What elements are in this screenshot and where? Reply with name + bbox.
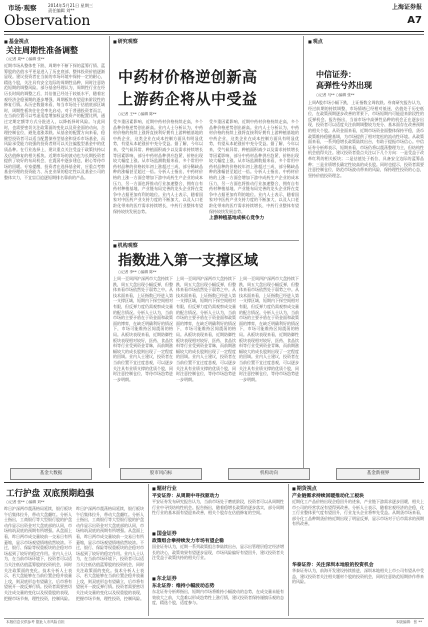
bottom-right-headline-2: 华泰证券：关注深圳本地股的投资机会: [292, 563, 374, 568]
feature-section-tag: ■ 研究观察: [113, 38, 138, 45]
publication-name: 上海证券报: [391, 4, 422, 11]
feature-body-col1: 受多重因素影响，近期中药材价格持续走高，多个品种价格逆势创出新高。业内人士分析认为，中药材价格的持续上涨将直接利好拥有上游种植基地的中药企业，这类企业在成本控制方面具有明显优势，有望从本轮涨价中充分受益。据了解，今年以来，受气候异常、种植面积减少以及需求持续增长等因素影响，部分中药材品种供应趋紧，价格出现较大幅度上涨。从市场监测数据来看，多个常用中药材品种的价格较年初上涨超过三成，部分稀缺品种的涨幅甚至超过一倍。分析人士指出，中药材价格的上涨一方面会增加下游中成药生产企业的成本压力，另一方面也将推动行业加速整合，拥有自有药材种植基地、产业链布局完善的龙头企业将在竞争中占据更加有利的地位。业内人士表示，随着国家对中医药产业支持力度的不断加大，以及人口老龄化带来的医疗需求持续增长，中药行业整体有望保持较快发展态势。: [113, 119, 203, 214]
ad-box-1: 基金大数据: [10, 468, 92, 480]
ad-box-2: 股市风向标: [120, 468, 202, 480]
bottom-mid-tag: ■ 题材行业: [152, 485, 177, 492]
right-headline-line2: 高弹性兮苏出现: [316, 81, 372, 90]
bottom-right-body: 近期化工产品价格出现企稳回升的迹象，产业链下游需求逐步回暖，相关上市公司的经营状况有望得到改善。分析人士表示，随着宏观经济的企稳，化工行业整体景气度有望回升，行业龙头企业将率先受益。从期货市场来看，部分化工品种期货价格近期出现了明显反弹，显示市场对于后市需求的预期有所改善。: [292, 499, 424, 527]
bottom-right-headline: 产业链需求持续回暖推动化工板块: [292, 494, 364, 499]
bottom-left-headline: 工行护盘 双底预期趋强: [6, 489, 94, 499]
right-body: 上周A股市场小幅下跌，上证指数全周收跌。券商研究报告认为，经过前期的持续调整，市场情绪已经相对低迷，估值处于历史低位，在政策预期逐步改善的背景下，市场短期内可能迎来阶段性的反弹机会。报告指出，当前市场中高弹性品种的机会正在逐步出现，投资者可以适度关注前期调整较为充分、基本面存在改善预期的相关个股。从资金面来看，近期市场资金面整体保持平稳，货币政策维持稳健基调，为市场提供了相对宽松的流动性环境。从政策面来看，一系列稳增长政策陆续出台，有助于提振市场信心。中信证券分析师表示，短期来看，市场仍将以震荡整理为主，但结构性机会值得关注。建议投资者重点关注以下几个方向：一是受益于改革红利的相关板块；二是估值处于低位、具备安全边际的蓝筹品种；三是业绩增长确定性较高的成长股。同时也提示，投资者需要注意控制仓位，防范市场波动带来的风险，保持理性投资的心态，坚持价值投资理念。: [308, 100, 424, 178]
bottom-mid-body-3: 东北证券分析师指出，短期内市场将维持小幅波动的态势，在成交量未能有效放大之前，大盘难以形成趋势性上涨行情，建议投资者保持谨慎乐观的态度，精选个股，适度参与。: [152, 589, 284, 606]
right-section-tag: ■ 观点: [308, 38, 323, 45]
footer-right: 本版编辑：张 **: [395, 620, 422, 624]
column-divider-right: [303, 36, 304, 468]
index-story-rule: [113, 240, 299, 241]
bottom-mid-headline-1: 平安证券：从周期中寻找驱动力: [152, 494, 220, 499]
bottom-left-col2: 昨日沪深两市震荡格局延续，银行板块午后集体拉升，带动大盘翻红。分析人士指出，工商银行等大型银行股的护盘动作显示出资金对大盘底部的认同，市场构筑双底的预期有所增强。从盘面上看，昨日两市成交量较前一交易日有所萎缩，显示市场观望情绪依然较浓。不过，银行、保险等权重板块的企稳对市场起到了较好的稳定作用。业内人士认为，在当前市场环境下，投资者可以适当关注低估值蓝筹股的投资机会，同时关注政策面的变化。技术分析人士表示，若大盘能够在当前位置企稳并放量上攻，则双底形态有望确立，后市将有望展开一波反弹行情。投资者需要密切关注成交量的变化以及权重股的表现，把握市场节奏，理性投资，控制风险。: [76, 506, 144, 601]
index-story-byline: ○记者 李** ○编辑 陈**: [118, 270, 157, 274]
bottom-right-body-2: 华泰证券认为，前海开发建设持续推进，深圳本地相关上市公司有望从中受益，建议投资者关注相关题材个股的投资机会，同时注意防范短期炒作带来的风险。: [292, 568, 424, 585]
left-headline: 关注周期性准备调整: [6, 46, 78, 55]
date-line: 2014年5月21日 星期三 责任编辑 刘**: [48, 3, 94, 13]
feature-subhead: 上游种植基地成核心竞争力: [209, 216, 265, 221]
header-rule-thin: [4, 34, 424, 35]
left-byline: ○记者 周** ○编辑 张**: [6, 57, 45, 61]
footer-left: 本版信息仅供参考 据此入市风险自担: [6, 620, 65, 624]
lower-section-rule: [4, 482, 424, 483]
page-number: A7: [407, 15, 422, 26]
right-byline: ○记者 马** ○编辑 张**: [316, 93, 355, 97]
bottom-mid-headline-2: 政策组合拳持续发力市场有望企稳: [152, 539, 224, 544]
english-section-title: Observation: [4, 13, 91, 29]
bottom-left-col1: 昨日沪深两市震荡格局延续，银行板块午后集体拉升，带动大盘翻红。分析人士指出，工商银行等大型银行股的护盘动作显示出资金对大盘底部的认同，市场构筑双底的预期有所增强。从盘面上看，昨日两市成交量较前一交易日有所萎缩，显示市场观望情绪依然较浓。不过，银行、保险等权重板块的企稳对市场起到了较好的稳定作用。业内人士认为，在当前市场环境下，投资者可以适当关注低估值蓝筹股的投资机会，同时关注政策面的变化。技术分析人士表示，若大盘能够在当前位置企稳并放量上攻，则双底形态有望确立，后市将有望展开一波反弹行情。投资者需要密切关注成交量的变化以及权重股的表现，把握市场节奏，理性投资，控制风险。: [4, 506, 72, 601]
bottom-left-byline: ○记者 张** ○编辑 刘**: [6, 500, 45, 504]
bottom-mid-body-2: 国金证券认为，近期一系列政策组合拳陆续出台，显示出管理层稳定经济增长的决心，政策效果有望逐步显现，市场风险偏好有望回升，建议投资者关注受益于政策扶持的相关行业。: [152, 544, 284, 561]
feature-body-col2: 受多重因素影响，近期中药材价格持续走高，多个品种价格逆势创出新高。业内人士分析认为，中药材价格的持续上涨将直接利好拥有上游种植基地的中药企业，这类企业在成本控制方面具有明显优势，有望从本轮涨价中充分受益。据了解，今年以来，受气候异常、种植面积减少以及需求持续增长等因素影响，部分中药材品种供应趋紧，价格出现较大幅度上涨。从市场监测数据来看，多个常用中药材品种的价格较年初上涨超过三成，部分稀缺品种的涨幅甚至超过一倍。分析人士指出，中药材价格的上涨一方面会增加下游中成药生产企业的成本压力，另一方面也将推动行业加速整合，拥有自有药材种植基地、产业链布局完善的龙头企业将在竞争中占据更加有利的地位。业内人士表示，随着国家对中医药产业支持力度的不断加大，以及人口老龄化带来的医疗需求持续增长，中药行业整体有望保持较快发展态势。: [209, 119, 299, 214]
feature-headline-line1: 中药材价格逆创新高: [118, 68, 258, 86]
bottom-mid-tag-2: ■ 国金证券: [152, 530, 177, 537]
column-divider-left: [109, 36, 110, 468]
right-headline-line1: 中信证券：: [316, 70, 356, 79]
bottom-right-tag: ■ 期货视点: [292, 485, 317, 492]
bottom-divider-2: [288, 484, 289, 616]
header-strip: [4, 3, 424, 13]
header-rule: [4, 31, 424, 32]
ad-box-3: 机构动向: [228, 468, 310, 480]
feature-headline-line2: 上游药企将从中受益: [118, 90, 258, 108]
ad-box-4: 基金新视界: [336, 468, 420, 480]
feature-byline: ○记者 王** ○编辑 陈**: [118, 112, 157, 116]
bottom-mid-headline-3: 东北证券：维持小幅波动态势: [152, 584, 215, 589]
index-story-headline: 指数进入第一支撑区域: [118, 253, 258, 269]
index-story-col2: 上周一至周四沪深两市大盘持续下跌，周五大盘出现小幅反弹，但整体来看市场依然处于弱势之中。从技术面来看，上证指数已经进入第一支撑区域，短期内下探空间相对有限，但反弹力度仍需观察成交量的配合情况。分析人士认为，当前市场的主要矛盾在于资金面和政策面的博弈，在缺乏明确利好的情况下，市场可能维持区间震荡的格局。从板块表现来看，近期防御性板块表现相对较好，医药、食品饮料等行业受到资金青睐，而前期涨幅较大的成长股则出现了一定程度的回调。业内人士建议，投资者在当前位置不宜过度悲观，可以逐步关注具有业绩支撑的优质个股，同时注意控制仓位，等待市场趋势进一步明朗。: [176, 276, 236, 382]
left-section-tag: ■ 基金视点: [4, 38, 29, 45]
section-name: 市场·观察: [8, 4, 37, 12]
bottom-mid-tag-3: ■ 东北证券: [152, 575, 177, 582]
index-story-col1: 上周一至周四沪深两市大盘持续下跌，周五大盘出现小幅反弹，但整体来看市场依然处于弱势之中。从技术面来看，上证指数已经进入第一支撑区域，短期内下探空间相对有限，但反弹力度仍需观察成交量的配合情况。分析人士认为，当前市场的主要矛盾在于资金面和政策面的博弈，在缺乏明确利好的情况下，市场可能维持区间震荡的格局。从板块表现来看，近期防御性板块表现相对较好，医药、食品饮料等行业受到资金青睐，而前期涨幅较大的成长股则出现了一定程度的回调。业内人士建议，投资者在当前位置不宜过度悲观，可以逐步关注具有业绩支撑的优质个股，同时注意控制仓位，等待市场趋势进一步明朗。: [113, 276, 173, 382]
left-body: 近期市场从整体性下跌、周期中不断下探的蓝筹行情、蓝筹股的估值水平更是进入了历史底部，整体投资价值逐渐显现。建议投资者在当前的市场环境中保持一定的耐心，精选个股，关注具有安全边际的周期性品种，同时注意防范短期的调整风险。部分基金经理认为，周期性行业在经历长时间的调整之后，其估值已经处于较低水平，随着宏观经济企稳预期的逐步增强，周期板块有望迎来阶段性的修复行情。从历史数据来看，每当市场处于估值底部区域时，周期性板块往往会率先启动。对于普通投资者而言，在当前位置可以考虑适度增加权益类资产的配置比例，通过定期定额等方式分批进入，以降低择时风险。与此同时，也需要密切关注政策面的变化以及资金面的动向，合理控制仓位，避免追涨杀跌。从基金的配置方向来看，稳健型投资者可以适当配置债券型基金和货币市场基金，而风险承受能力较强的投资者则可以关注偏股型基金中的优质品种。在行业选择上，建议重点关注受益于政策扶持以及估值修复的相关板块。近期市场的波动也为长期投资者提供了较好的布局机会，在震荡中逐步建仓，耐心等待市场的回暖。专家提醒，投资者在选择基金时，应重点考察基金经理的投资能力、历史业绩的稳定性以及基金公司的整体实力，不宜盲目追逐短期排名靠前的产品。: [4, 63, 105, 180]
bottom-divider-1: [148, 484, 149, 616]
index-story-col3: 上周一至周四沪深两市大盘持续下跌，周五大盘出现小幅反弹，但整体来看市场依然处于弱势之中。从技术面来看，上证指数已经进入第一支撑区域，短期内下探空间相对有限，但反弹力度仍需观察成交量的配合情况。分析人士认为，当前市场的主要矛盾在于资金面和政策面的博弈，在缺乏明确利好的情况下，市场可能维持区间震荡的格局。从板块表现来看，近期防御性板块表现相对较好，医药、食品饮料等行业受到资金青睐，而前期涨幅较大的成长股则出现了一定程度的回调。业内人士建议，投资者在当前位置不宜过度悲观，可以逐步关注具有业绩支撑的优质个股，同时注意控制仓位，等待市场趋势进一步明朗。: [239, 276, 299, 382]
index-story-tag: ■ 机构观察: [113, 242, 138, 249]
bottom-mid-body-1: 平安证券发布研究报告认为，当前市场处于磨底阶段，投资者可以从周期性行业中寻找结构性机会。报告指出，随着稳增长政策的逐步落实，部分周期性行业的基本面有望迎来改善，相关个股存在估值修复的空间。: [152, 499, 284, 516]
footer-rule: [4, 618, 424, 619]
